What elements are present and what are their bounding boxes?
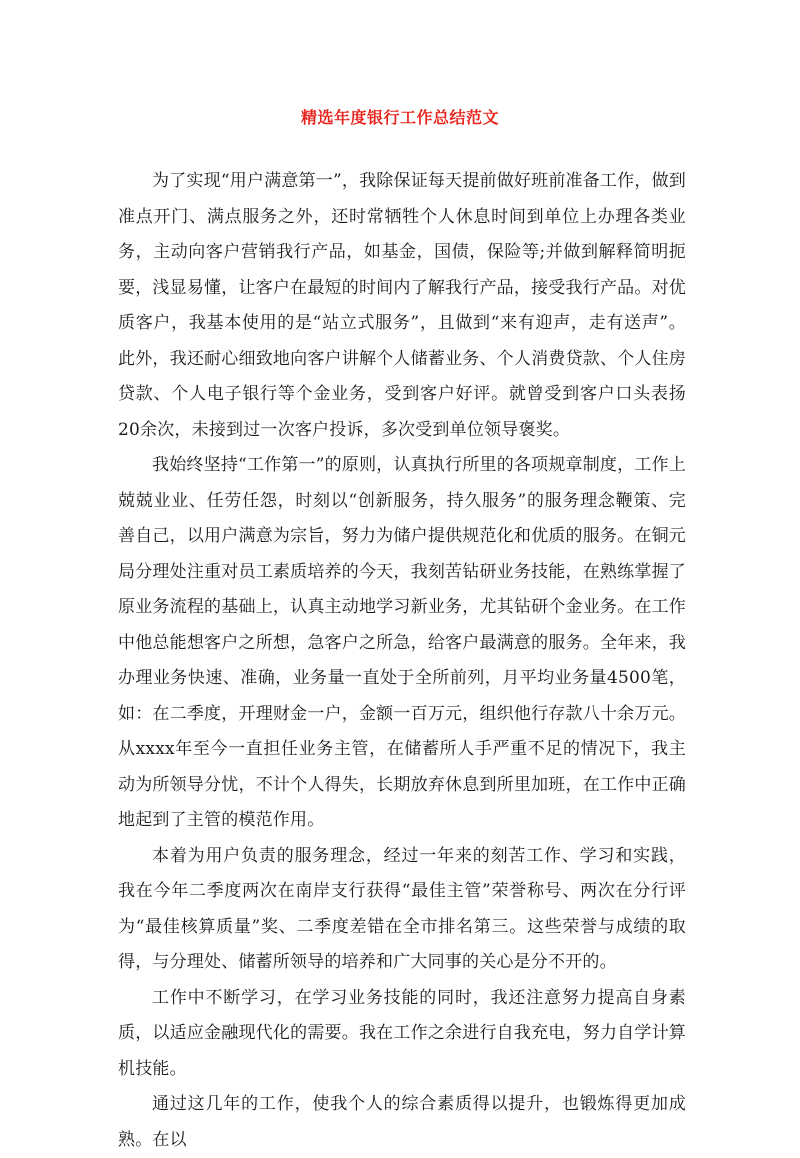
- paragraph-2: 我始终坚持“工作第一”的原则，认真执行所里的各项规章制度，工作上兢兢业业、任劳任怨，时刻以“创新服务，持久服务”的服务理念鞭策、完善自己，以用户满意为宗旨，努力为储户提供规范化和优质的服务。在铜元局分理处注重对员工素质培养的今天，我刻苦钻研业务技能，在熟练掌握了原业务流程的基础上，认真主动地学习新业务，尤其钻研个金业务。在工作中他总能想客户之所想，急客户之所急，给客户最满意的服务。全年来，我办理业务快速、准确，业务量一直处于全所前列，月平均业务量4500笔，如：在二季度，开理财金一户，金额一百万元，组织他行存款八十余万元。从xxxx年至今一直担任业务主管，在储蓄所人手严重不足的情况下，我主动为所领导分忧，不计个人得失，长期放弃休息到所里加班，在工作中正确地起到了主管的模范作用。: [118, 455, 686, 830]
- document-title: 精选年度银行工作总结范文: [300, 108, 499, 127]
- document-body: [118, 164, 686, 1158]
- paragraph-4: 工作中不断学习，在学习业务技能的同时，我还注意努力提高自身素质，以适应金融现代化的需要。我在工作之余进行自我充电，努力自学计算机技能。: [118, 987, 686, 1079]
- paragraph-1: 为了实现“用户满意第一”，我除保证每天提前做好班前准备工作，做到准点开门、满点服务之外，还时常牺牲个人休息时间到单位上办理各类业务，主动向客户营销我行产品，如基金，国债，保险等;并做到解释简明扼要，浅显易懂，让客户在最短的时间内了解我行产品，接受我行产品。对优质客户，我基本使用的是“站立式服务”，且做到“来有迎声，走有送声”。此外，我还耐心细致地向客户讲解个人储蓄业务、个人消费贷款、个人住房贷款、个人电子银行等个金业务，受到客户好评。就曾受到客户口头表扬20余次，未接到过一次客户投诉，多次受到单位领导褒奖。: [118, 171, 686, 440]
- paragraph-3: 本着为用户负责的服务理念，经过一年来的刻苦工作、学习和实践， 我在今年二季度两次在南岸支行获得“最佳主管”荣誉称号、两次在分行评为“最佳核算质量”奖、二季度差错在全市排名第三。这些荣誉与成绩的取得，与分理处、储蓄所领导的培养和广大同事的关心是分不开的。: [118, 845, 686, 972]
- paragraph-5: 通过这几年的工作，使我个人的综合素质得以提升，也锻炼得更加成熟。在以: [118, 1094, 686, 1150]
